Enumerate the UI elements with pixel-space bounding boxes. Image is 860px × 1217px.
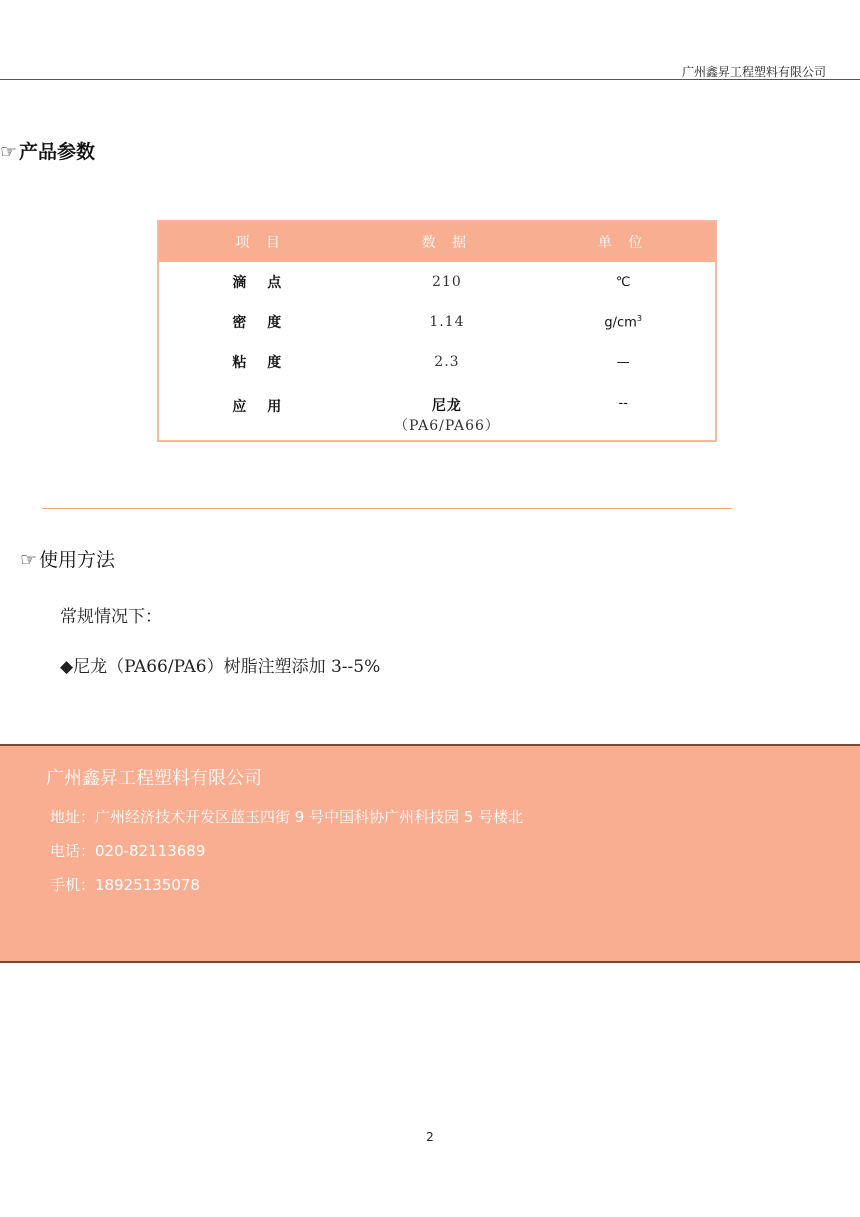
- unit-superscript: 3: [636, 313, 642, 323]
- row-value: [363, 396, 532, 436]
- row-unit: —: [616, 354, 630, 370]
- row-value: 210: [432, 274, 462, 290]
- header-divider: [0, 79, 860, 80]
- row-item: 粘 度: [232, 355, 290, 371]
- spec-table-header: [159, 222, 715, 262]
- table-row: [159, 342, 715, 382]
- pointing-hand-icon: ☞: [20, 549, 38, 571]
- footer-company-name: 广州鑫昇工程塑料有限公司: [46, 768, 262, 789]
- header-unit: 单 位: [597, 235, 649, 251]
- spec-table: [157, 220, 717, 442]
- header-company-name: 广州鑫昇工程塑料有限公司: [681, 65, 826, 79]
- application-name: 尼龙: [431, 398, 462, 414]
- row-unit: ℃: [615, 274, 631, 290]
- footer-address: 地址：广州经济技术开发区蓝玉四街 9 号中国科协广州科技园 5 号楼北: [50, 808, 524, 826]
- pointing-hand-icon: ☞: [0, 141, 18, 163]
- table-row: [159, 382, 715, 442]
- usage-heading: [20, 545, 115, 572]
- table-row: [159, 262, 715, 302]
- row-unit: --: [618, 396, 628, 411]
- usage-intro: 常规情况下：: [60, 607, 162, 627]
- row-item: 应 用: [232, 399, 290, 415]
- usage-bullet-item: [60, 652, 380, 677]
- product-params-heading: [0, 137, 95, 164]
- row-item: 密 度: [232, 315, 290, 331]
- application-grade: （PA6/PA66）: [393, 418, 500, 434]
- usage-item-text: 尼龙（PA66/PA6）树脂注塑添加 3--5%: [73, 657, 381, 677]
- page-number: 2: [426, 1130, 434, 1144]
- row-item: 滴 点: [232, 275, 290, 291]
- footer-mobile: 手机：18925135078: [50, 876, 200, 894]
- header-value: 数 据: [421, 235, 473, 251]
- header-item: 项 目: [235, 235, 286, 251]
- product-params-title: 产品参数: [19, 141, 96, 163]
- section-divider: [42, 508, 732, 509]
- diamond-bullet-icon: ◆: [60, 657, 74, 677]
- contact-footer: [0, 744, 860, 963]
- row-value: 1.14: [429, 314, 465, 330]
- table-row: [159, 302, 715, 342]
- unit-text: g/cm: [604, 315, 637, 331]
- footer-phone: 电话：020-82113689: [50, 842, 206, 860]
- row-value: 2.3: [434, 354, 460, 370]
- row-unit: [531, 314, 715, 330]
- usage-title: 使用方法: [39, 549, 116, 571]
